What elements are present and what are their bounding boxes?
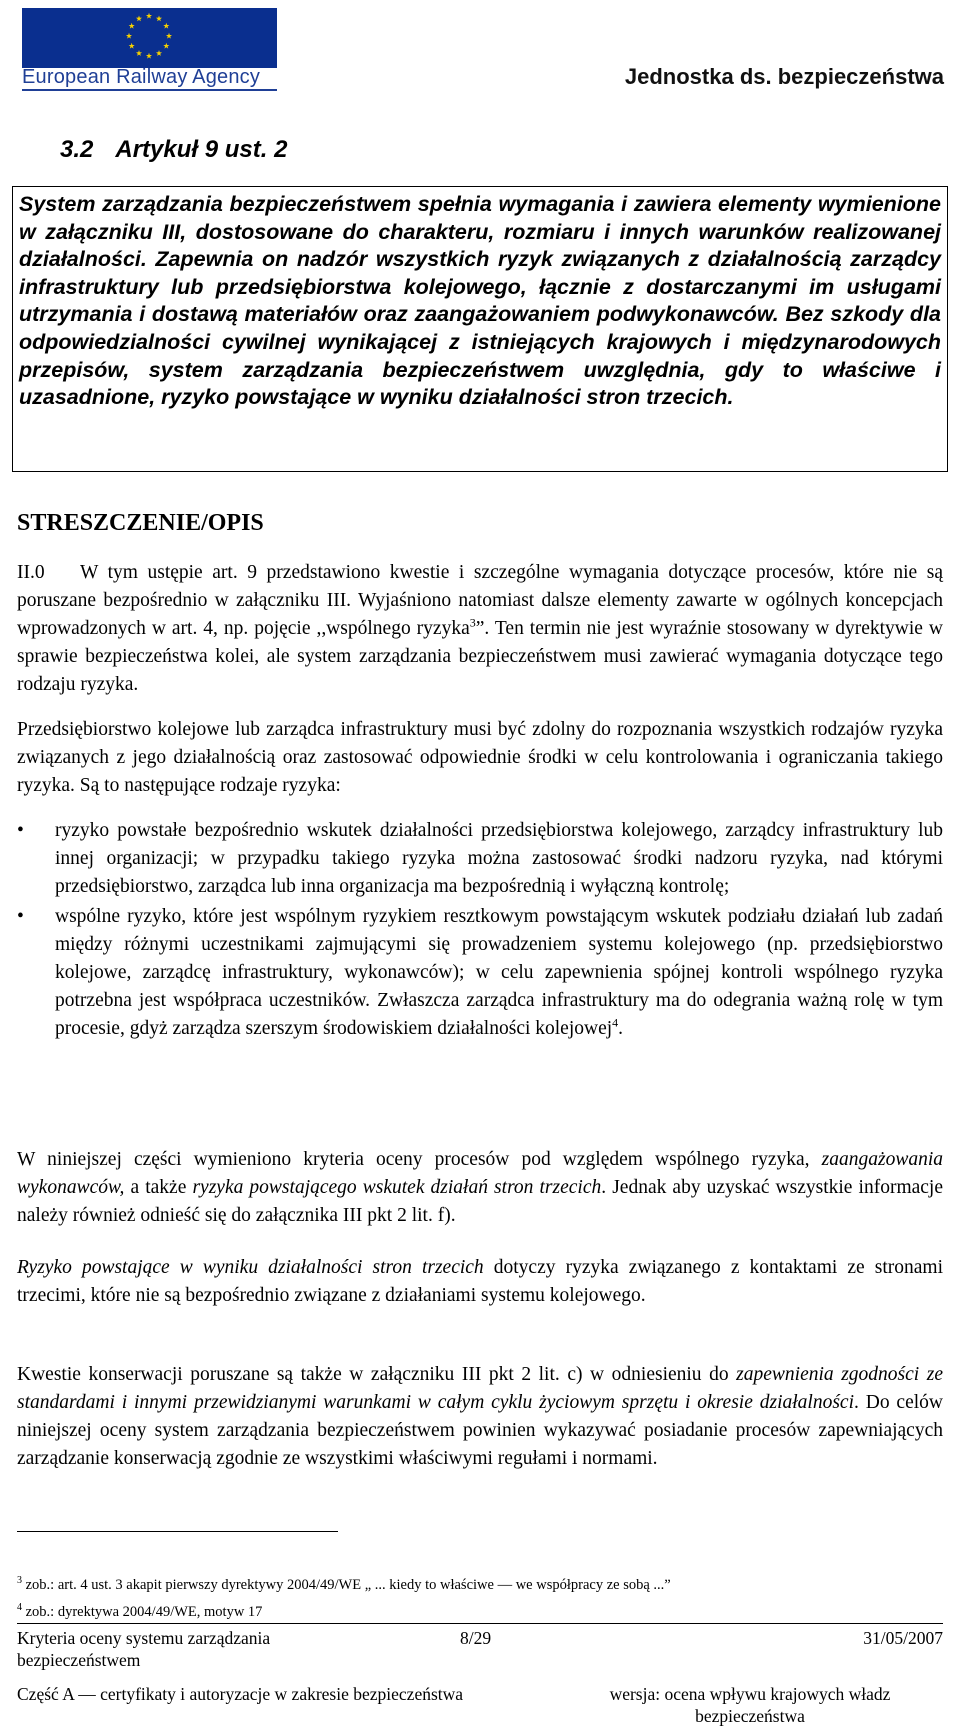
- footer-separator: [17, 1623, 943, 1624]
- logo-underline: [22, 89, 277, 91]
- bullet-icon: •: [17, 906, 24, 927]
- footer-doc-title: Kryteria oceny systemu zarządzania bezpieczeństwem: [17, 1628, 271, 1670]
- footer-page-number: 8/29: [460, 1628, 492, 1648]
- article-text: System zarządzania bezpieczeństwem spełnia wymagania i zawiera elementy wymienione w załączniku III, dostosowane do charakteru, rozmiaru i innych warunków realizowanej działalności. Zapewnia on nadzór wszystkich ryzyk związanych z działalnością zarządcy infrastruktury lub przedsiębiorstwa kolejowego, łącznie z dostarczanymi im usługami utrzymania i dostawą materiałów oraz zaangażowaniem podwykonawców. Bez szkody dla odpowiedzialności cywilnej wynikającej z istniejących krajowych i międzynarodowych przepisów, system zarządzania bezpieczeństwem uwzględnia, gdy to właściwe i uzasadnione, ryzyko powstające w wyniku działalności stron trzecich.: [19, 192, 941, 410]
- footer-version: wersja: ocena wpływu krajowych władz bezpieczeństwa: [609, 1684, 891, 1726]
- paragraph-third-party: Ryzyko powstające w wyniku działalności stron trzecich dotyczy ryzyka związanego z kontaktami ze stronami trzecimi, które nie są bezpośrednio związane z działaniami systemu kolejowego.: [17, 1257, 943, 1306]
- footnote-ref[interactable]: 3: [469, 615, 476, 630]
- footer-date: 31/05/2007: [863, 1628, 943, 1648]
- footnote-separator: [17, 1531, 338, 1532]
- footnote-ref[interactable]: 4: [612, 1015, 619, 1030]
- footnote-4: $^4$ zob.: dyrektywa 2004/49/WE, motyw 17: [17, 1602, 263, 1620]
- bullet-icon: •: [17, 820, 24, 841]
- section-heading: [60, 136, 287, 164]
- agency-name: European Railway Agency: [22, 66, 261, 88]
- section-number: 3.2: [60, 136, 94, 163]
- paragraph-criteria: W niniejszej części wymieniono kryteria oceny procesów pod względem wspólnego ryzyka, zaangażowania wykonawców, a także ryzyka powstającego wskutek działań stron trzecich. Jednak aby uzyskać wszystkie informacje należy również odnieść się do załącznika III pkt 2 lit. f).: [17, 1149, 943, 1226]
- list-item: • wspólne ryzyko, które jest wspólnym ryzykiem resztkowym powstającym wskutek podziału działań lub zadań między różnymi uczestnikami zajmującymi się prowadzeniem systemu kolejowego (np. przedsiębiorstwo kolejowe, zarządcę infrastruktury, wykonawców); w celu zapewnienia spójnej kontroli wspólnego ryzyka potrzebna jest współpraca uczestników. Zwłaszcza zarządca infrastruktury ma do odegrania ważną rolę w tym procesie, gdyż zarządza szerszym środowiskiem działalności kolejowej$^4$.: [17, 903, 943, 1043]
- paragraph-number: II.0: [17, 562, 45, 583]
- summary-heading: STRESZCZENIE/OPIS: [17, 510, 264, 536]
- paragraph-ii0: II.0 W tym ustępie art. 9 przedstawiono kwestie i szczególne wymagania dotyczące procesów, które nie są poruszane bezpośrednio w załączniku III. Wyjaśniono natomiast dalsze elementy zawarte w ogólnych koncepcjach wprowadzonych w art. 4, np. pojęcie ,,wspólnego ryzyka$^3$”. Ten termin nie jest wyraźnie stosowany w dyrektywie w sprawie bezpieczeństwa kolei, ale system zarządzania bezpieczeństwem musi zawierać wymagania dotyczące tego rodzaju ryzyka.: [17, 559, 943, 699]
- risk-type-list: [17, 817, 943, 1045]
- agency-logo: [22, 8, 277, 88]
- footnote-3: $^3$ zob.: art. 4 ust. 3 akapit pierwszy dyrektywy 2004/49/WE „ ... kiedy to właściwe — we współpracy ze sobą ...”: [17, 1575, 671, 1593]
- paragraph-risk-types: Przedsiębiorstwo kolejowe lub zarządca infrastruktury musi być zdolny do rozpoznania wszystkich rodzajów ryzyka związanych z jego działalnością oraz zastosować odpowiednie środki w celu kontrolowania i ograniczania takiego ryzyka. Są to następujące rodzaje ryzyka:: [17, 719, 943, 796]
- unit-name: Jednostka ds. bezpieczeństwa: [624, 64, 944, 89]
- paragraph-maintenance: Kwestie konserwacji poruszane są także w załączniku III pkt 2 lit. c) w odniesieniu do zapewnienia zgodności ze standardami i innymi przewidzianymi warunkami w całym cyklu życiowym sprzętu i okresie działalności. Do celów niniejszej oceny system zarządzania bezpieczeństwem powinien wykazywać posiadanie procesów zapewniających zarządzanie konserwacją zgodnie ze wszystkimi właściwymi regułami i normami.: [17, 1364, 944, 1469]
- section-title: Artykuł 9 ust. 2: [115, 136, 288, 163]
- article-quote-box: [12, 186, 948, 472]
- eu-flag-icon: [22, 8, 277, 68]
- list-item: • ryzyko powstałe bezpośrednio wskutek działalności przedsiębiorstwa kolejowego, zarządcy infrastruktury lub innej organizacji; w przypadku takiego ryzyka można zastosować środki nadzoru ryzyka, nad którymi przedsiębiorstwo, zarządca lub inna organizacja ma bezpośrednią i wyłączną kontrolę;: [17, 817, 943, 901]
- footer-part: Część A — certyfikaty i autoryzacje w zakresie bezpieczeństwa: [17, 1684, 464, 1704]
